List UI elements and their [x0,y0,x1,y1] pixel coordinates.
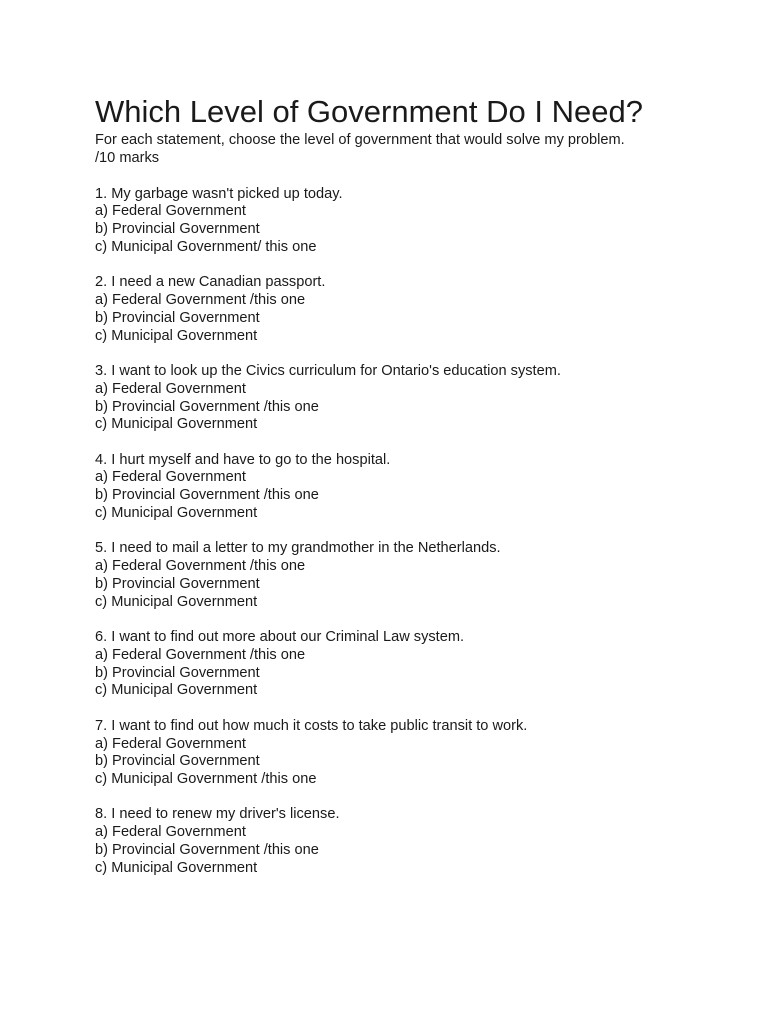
marks-text: /10 marks [95,149,160,166]
option-c: c) Municipal Government [95,416,258,433]
option-b: b) Provincial Government /this one [95,842,319,858]
option-c: c) Municipal Government/ this one [95,238,317,255]
option-c: c) Municipal Government [95,859,258,876]
question-prompt: 2. I need a new Canadian passport. [95,274,326,291]
option-c: c) Municipal Government [95,682,258,699]
option-a: a) Federal Government [95,824,246,841]
page-title: Which Level of Government Do I Need? [95,94,643,129]
question-prompt: 6. I want to find out more about our Criminal Law system. [95,629,465,646]
question-2 [95,274,735,345]
document-page [95,92,735,895]
option-a: a) Federal Government [95,735,246,752]
question-5 [95,540,735,611]
option-b: b) Provincial Government [95,309,260,326]
option-a: a) Federal Government [95,380,246,397]
option-b: b) Provincial Government /this one [95,398,319,415]
option-b: b) Provincial Government [95,664,260,681]
question-list [95,186,735,878]
option-b: b) Provincial Government [95,753,260,770]
option-b: b) Provincial Government [95,221,260,238]
question-3 [95,363,735,434]
question-prompt: 4. I hurt myself and have to go to the hospital. [95,451,391,468]
question-prompt: 8. I need to renew my driver's license. [95,806,340,823]
option-a: a) Federal Government [95,203,246,220]
option-c: c) Municipal Government [95,327,258,344]
instructions-text: For each statement, choose the level of government that would solve my problem. [95,132,625,148]
option-c: c) Municipal Government /this one [95,771,317,788]
question-8 [95,806,735,877]
option-a: a) Federal Government /this one [95,646,306,663]
question-6 [95,629,735,700]
option-b: b) Provincial Government [95,575,260,592]
question-prompt: 3. I want to look up the Civics curriculum for Ontario's education system. [95,362,561,379]
option-a: a) Federal Government /this one [95,292,306,309]
question-4 [95,452,735,523]
option-a: a) Federal Government [95,469,246,486]
question-prompt: 7. I want to find out how much it costs to take public transit to work. [95,717,528,734]
option-a: a) Federal Government /this one [95,558,306,575]
option-c: c) Municipal Government [95,505,258,522]
question-7 [95,718,735,789]
question-prompt: 1. My garbage wasn't picked up today. [95,185,343,202]
option-b: b) Provincial Government /this one [95,487,319,504]
instructions-block [95,132,735,168]
question-1 [95,186,735,257]
question-prompt: 5. I need to mail a letter to my grandmother in the Netherlands. [95,540,501,557]
option-c: c) Municipal Government [95,593,258,610]
